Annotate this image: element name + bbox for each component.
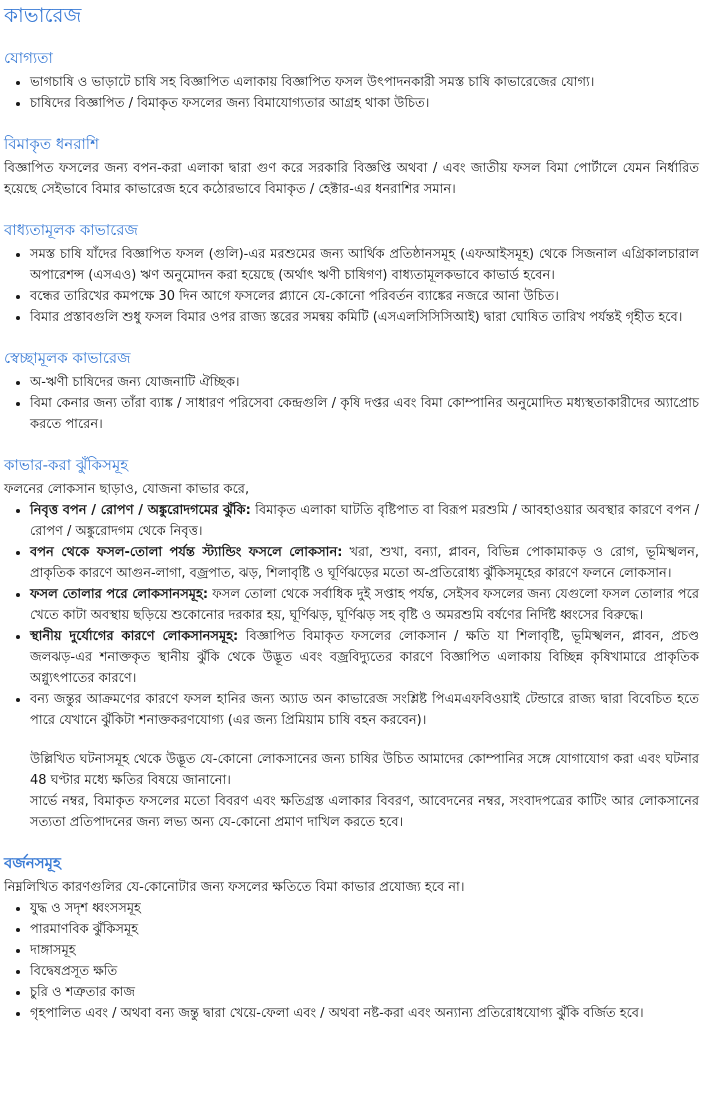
list-item: • গৃহপালিত এবং / অথবা বন্য জন্তু দ্বারা খেয়ে-ফেলা এবং / অথবা নষ্ট-করা এবং অন্যান্য প্রতিরোধযোগ্য ঝুঁকি বর্জিত হবে। xyxy=(30,1003,699,1024)
list-item xyxy=(30,542,699,584)
list-item xyxy=(30,584,699,626)
risks-section xyxy=(4,455,699,833)
compulsory-heading: বাধ্যতামূলক কাভারেজ xyxy=(4,221,138,239)
list-item: • ভাগচাষি ও ভাড়াটে চাষি সহ বিজ্ঞাপিত এলাকায় বিজ্ঞাপিত ফসল উৎপাদনকারী সমস্ত চাষি কাভারেজের যোগ্য। xyxy=(30,72,699,93)
voluntary-list xyxy=(4,372,699,435)
risk-title: বপন থেকে ফসল-তোলা পর্যন্ত স্ট্যান্ডিং ফসলে লোকসান: xyxy=(30,545,343,560)
list-item: • চাষিদের বিজ্ঞাপিত / বিমাকৃত ফসলের জন্য বিমাযোগ্যতার আগ্রহ থাকা উচিত। xyxy=(30,93,699,114)
risk-text: বিজ্ঞাপিত বিমাকৃত ফসলের লোকসান / ক্ষতি যা শিলাবৃষ্টি, ভূমিস্খলন, প্লাবন, প্রচণ্ড জলঝড়-এর শনাক্তকৃত স্থানীয় ঝুঁকি থেকে উদ্ভূত এবং বজ্রবিদ্যুতের কারণে বিজ্ঞাপিত এলাকায় বিচ্ছিন্ন কৃষিখামারে প্রাকৃতিক অগ্ন্যুৎপাতের কারণে। xyxy=(30,629,699,686)
risk-text: ফসল তোলা থেকে সর্বাধিক দুই সপ্তাহ পর্যন্ত, সেইসব ফসলের জন্য যেগুলো ফসল তোলার পরে খেতে কাটা অবস্থায় ছড়িয়ে শুকোনোর দরকার হয়, ঘূর্ণিঝড়, ঘূর্ণিঝড় সহ বৃষ্টি ও অমরশুমি বর্ষণের নির্দিষ্ট ধ্বংসের বিরুদ্ধে। xyxy=(30,587,699,623)
list-item: • চুরি ও শত্রুতার কাজ xyxy=(30,982,699,1003)
voluntary-heading: স্বেচ্ছামূলক কাভারেজ xyxy=(4,349,131,367)
list-item xyxy=(30,500,699,542)
sum-insured-text: বিজ্ঞাপিত ফসলের জন্য বপন-করা এলাকা দ্বারা গুণ করে সরকারি বিজ্ঞপ্তি অথবা / এবং জাতীয় ফসল বিমা পোর্টালে যেমন নির্ধারিত হয়েছে সেইভাবে বিমার কাভারেজ হবে কঠোরভাবে বিমাকৃত / হেক্টার-এর ধনরাশির সমান। xyxy=(4,161,699,197)
note-documents: সার্ভে নম্বর, বিমাকৃত ফসলের মতো বিবরণ এবং ক্ষতিগ্রস্ত এলাকার বিবরণ, আবেদনের নম্বর, সংবাদপত্রের কাটিং আর লোকসানের সত্যতা প্রতিপাদনের জন্য লভ্য অন্য যে-কোনো প্রমাণ দাখিল করতে হবে। xyxy=(30,794,699,830)
list-item: • বন্ধের তারিখের কমপক্ষে 30 দিন আগে ফসলের প্ল্যানে যে-কোনো পরিবর্তন ব্যাঙ্কের নজরে আনা উচিত। xyxy=(30,286,699,307)
page-title: কাভারেজ xyxy=(4,3,82,27)
risks-intro: ফলনের লোকসান ছাড়াও, যোজনা কাভার করে, xyxy=(4,482,250,497)
risk-text: বন্য জন্তুর আক্রমণের কারণে ফসল হানির জন্য অ্যাড অন কাভারেজ সংশ্লিষ্ট পিএমএফবিওয়াই টেন্ডারে রাজ্য দ্বারা বিবেচিত হতে পারে যেখানে ঝুঁকিটা শনাক্তকরণযোগ্য (এর জন্য প্রিমিয়াম চাষি বহন করবেন)। xyxy=(30,692,699,728)
risk-text: বিমাকৃত এলাকা ঘাটতি বৃষ্টিপাত বা বিরূপ মরশুমি / আবহাওয়ার অবস্থার কারণে বপন / রোপণ / অঙ্কুরোদগম থেকে নিবৃত্ত। xyxy=(30,503,699,539)
risks-list xyxy=(4,500,699,731)
risks-heading: কাভার-করা ঝুঁকিসমূহ xyxy=(4,456,129,474)
note-intimation: উল্লিখিত ঘটনাসমূহ থেকে উদ্ভূত যে-কোনো লোকসানের জন্য চাষির উচিত আমাদের কোম্পানির সঙ্গে যোগাযোগ করা এবং ঘটনার 48 ঘণ্টার মধ্যে ক্ষতির বিষয়ে জানানো। xyxy=(30,752,699,788)
list-item: • অ-ঋণী চাষিদের জন্য যোজনাটি ঐচ্ছিক। xyxy=(30,372,699,393)
risk-title: স্থানীয় দুর্যোগের কারণে লোকসানসমূহ: xyxy=(30,629,239,644)
eligibility-heading: যোগ্যতা xyxy=(4,49,53,67)
list-item: • বিদ্বেষপ্রসূত ক্ষতি xyxy=(30,961,699,982)
risk-title: ফসল তোলার পরে লোকসানসমূহ: xyxy=(30,587,209,602)
voluntary-section xyxy=(4,348,699,435)
list-item xyxy=(30,689,699,731)
risk-title: নিবৃত্ত বপন / রোপণ / অঙ্কুরোদগমের ঝুঁকি: xyxy=(30,503,251,518)
risk-text: খরা, শুখা, বন্যা, প্লাবন, বিভিন্ন পোকামাকড় ও রোগ, ভূমিস্খলন, প্রাকৃতিক কারণে আগুন-লাগা, বজ্রপাত, ঝড়, শিলাবৃষ্টি ও ঘূর্ণিঝড়ের মতো অ-প্রতিরোধ্য ঝুঁকিসমূহের কারণে ফলনে লোকসান। xyxy=(30,545,699,581)
list-item: • সমস্ত চাষি যাঁদের বিজ্ঞাপিত ফসল (গুলি)-এর মরশুমের জন্য আর্থিক প্রতিষ্ঠানসমূহ (এফআইসমূহ) থেকে সিজনাল এগ্রিকালচারাল অপারেশন্স (এসএও) ঋণ অনুমোদন করা হয়েছে (অর্থাৎ ঋণী চাষিগণ) বাধ্যতামূলকভাবে কাভার্ড হবেন। xyxy=(30,244,699,286)
exclusions-heading: বর্জনসমূহ xyxy=(4,854,61,872)
sum-insured-section xyxy=(4,134,699,200)
eligibility-list xyxy=(4,72,699,114)
list-item: • পারমাণবিক ঝুঁকিসমূহ xyxy=(30,919,699,940)
list-item: • যুদ্ধ ও সদৃশ ধ্বংসসমূহ xyxy=(30,898,699,919)
list-item: • বিমা কেনার জন্য তাঁরা ব্যাঙ্ক / সাধারণ পরিসেবা কেন্দ্রগুলি / কৃষি দপ্তর এবং বিমা কোম্পানির অনুমোদিত মধ্যস্থতাকারীদের অ্যাপ্রোচ করতে পারেন। xyxy=(30,393,699,435)
list-item xyxy=(30,626,699,689)
risks-notes xyxy=(4,749,699,833)
exclusions-intro: নিম্নলিখিত কারণগুলির যে-কোনোটার জন্য ফসলের ক্ষতিতে বিমা কাভার প্রযোজ্য হবে না। xyxy=(4,880,465,895)
compulsory-list xyxy=(4,244,699,328)
list-item: • বিমার প্রস্তাবগুলি শুধু ফসল বিমার ওপর রাজ্য স্তরের সমন্বয় কমিটি (এসএলসিসিসিআই) দ্বারা ঘোষিত তারিখ পর্যন্তই গৃহীত হবে। xyxy=(30,307,699,328)
eligibility-section xyxy=(4,48,699,114)
list-item: • দাঙ্গাসমূহ xyxy=(30,940,699,961)
exclusions-section xyxy=(4,853,699,1024)
sum-insured-heading: বিমাকৃত ধনরাশি xyxy=(4,135,99,153)
compulsory-section xyxy=(4,220,699,328)
exclusions-list xyxy=(4,898,699,1024)
